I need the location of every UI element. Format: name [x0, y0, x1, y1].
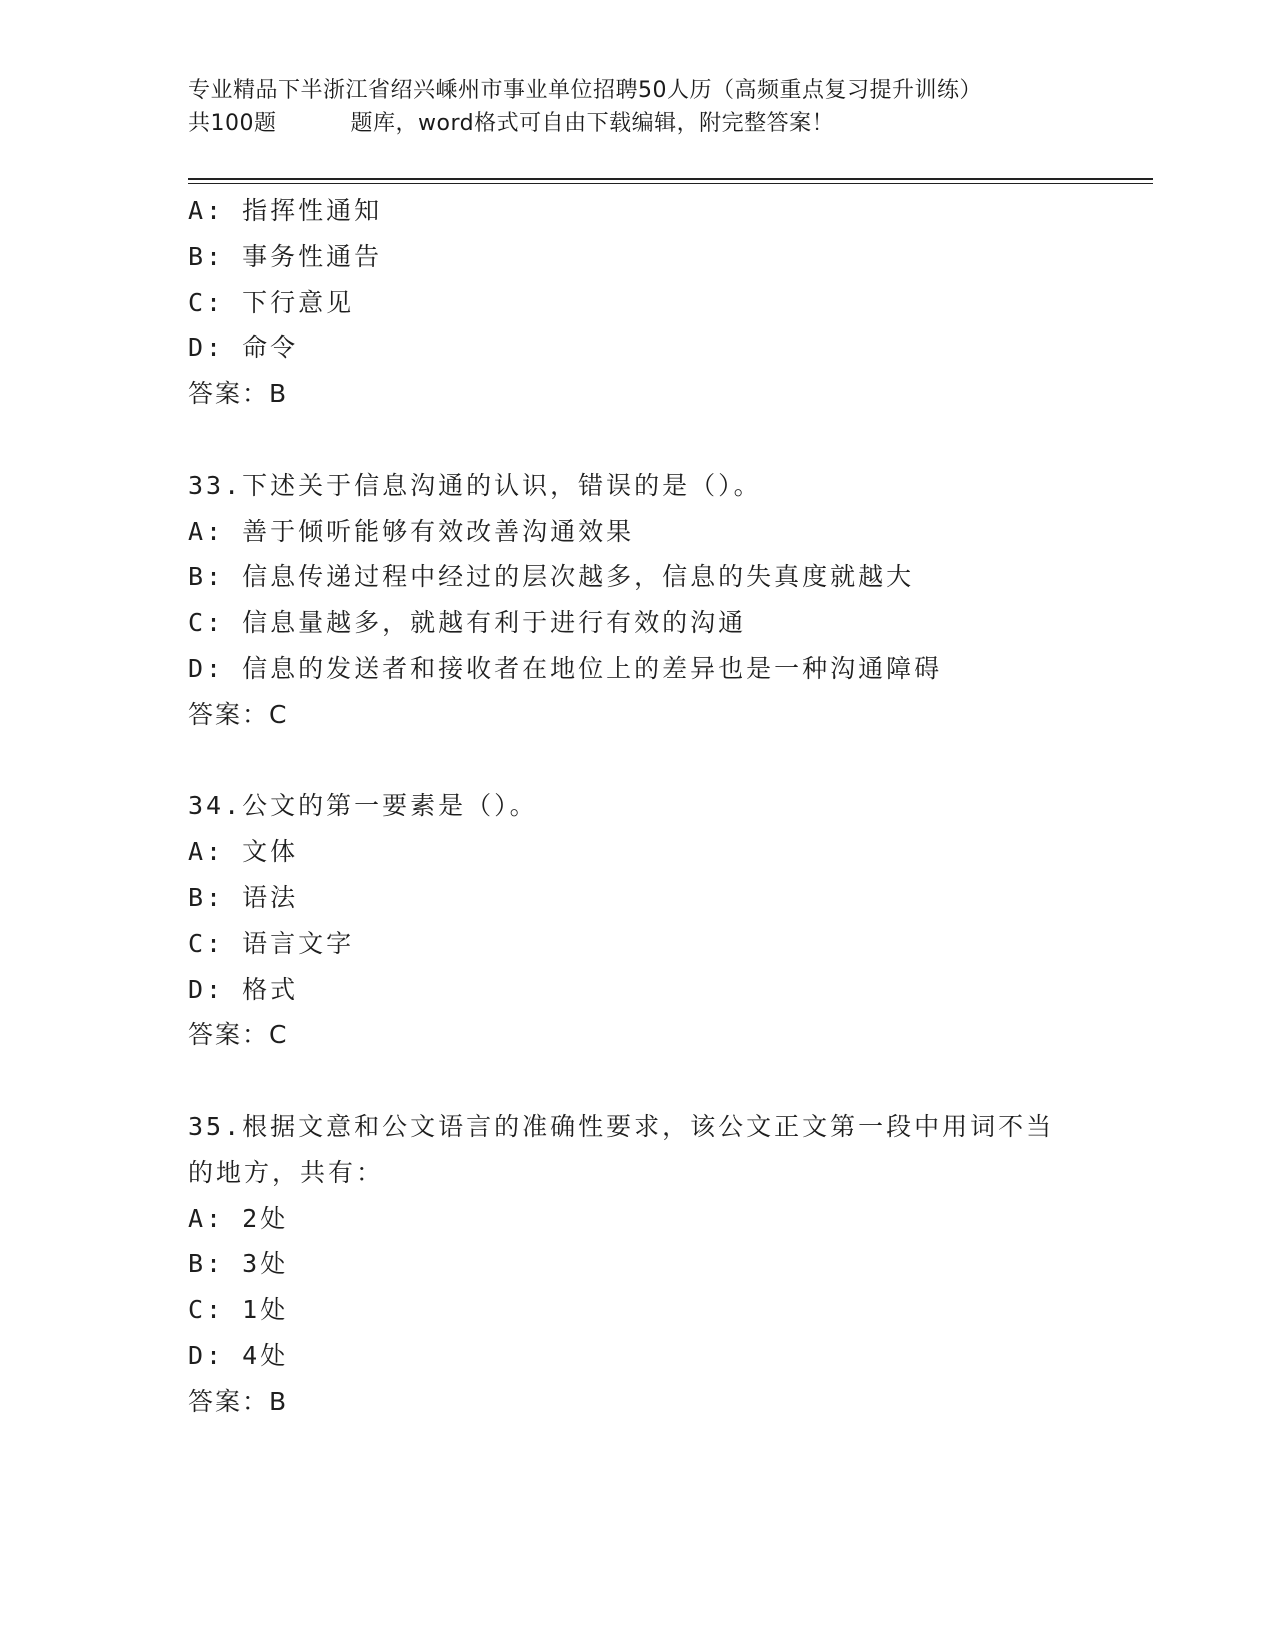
question-stem: 34.公文的第一要素是（）。	[188, 791, 538, 821]
answer-line: 答案：B	[188, 1386, 289, 1416]
answer-line: 答案：C	[188, 699, 289, 729]
header-subtitle-line	[188, 107, 1088, 140]
option-a: A: 2处	[188, 1203, 289, 1233]
option-c: C: 语言文字	[188, 928, 355, 958]
option-b: B: 语法	[188, 882, 299, 912]
option-b: B: 事务性通告	[188, 241, 383, 271]
question-block-34	[188, 783, 1128, 1058]
option-d: D: 4处	[188, 1340, 289, 1370]
option-a: A: 善于倾听能够有效改善沟通效果	[188, 516, 635, 546]
header-divider-thick	[188, 178, 1153, 180]
option-c: C: 信息量越多，就越有利于进行有效的沟通	[188, 608, 747, 638]
header-divider-thin	[188, 183, 1153, 184]
question-stem: 33.下述关于信息沟通的认识，错误的是（）。	[188, 470, 762, 500]
question-block-33	[188, 463, 1128, 738]
question-stem-line-2: 的地方，共有：	[188, 1157, 385, 1187]
option-a: A: 指挥性通知	[188, 196, 383, 225]
header-question-count: 共100题	[188, 111, 277, 136]
header-title-line: 专业精品下半浙江省绍兴嵊州市事业单位招聘50人历（高频重点复习提升训练）	[188, 78, 982, 103]
option-c: C: 下行意见	[188, 287, 355, 317]
question-stem-line-1: 35.根据文意和公文语言的准确性要求，该公文正文第一段中用词不当	[188, 1111, 1055, 1141]
option-b: B: 3处	[188, 1249, 289, 1279]
option-b: B: 信息传递过程中经过的层次越多，信息的失真度就越大	[188, 562, 915, 592]
option-d: D: 信息的发送者和接收者在地位上的差异也是一种沟通障碍	[188, 653, 943, 683]
question-spacer	[188, 1058, 1128, 1104]
option-d: D: 格式	[188, 974, 299, 1004]
question-block-partial	[188, 188, 1128, 417]
option-d: D: 命令	[188, 333, 299, 363]
header-description: 题库，word格式可自由下载编辑，附完整答案！	[350, 111, 835, 136]
question-block-35	[188, 1104, 1128, 1425]
question-spacer	[188, 738, 1128, 784]
option-c: C: 1处	[188, 1295, 289, 1325]
question-spacer	[188, 417, 1128, 463]
document-header	[188, 74, 1088, 140]
option-a: A: 文体	[188, 837, 299, 867]
question-list	[188, 188, 1128, 1425]
answer-line: 答案：C	[188, 1020, 289, 1050]
answer-line: 答案：B	[188, 379, 289, 409]
